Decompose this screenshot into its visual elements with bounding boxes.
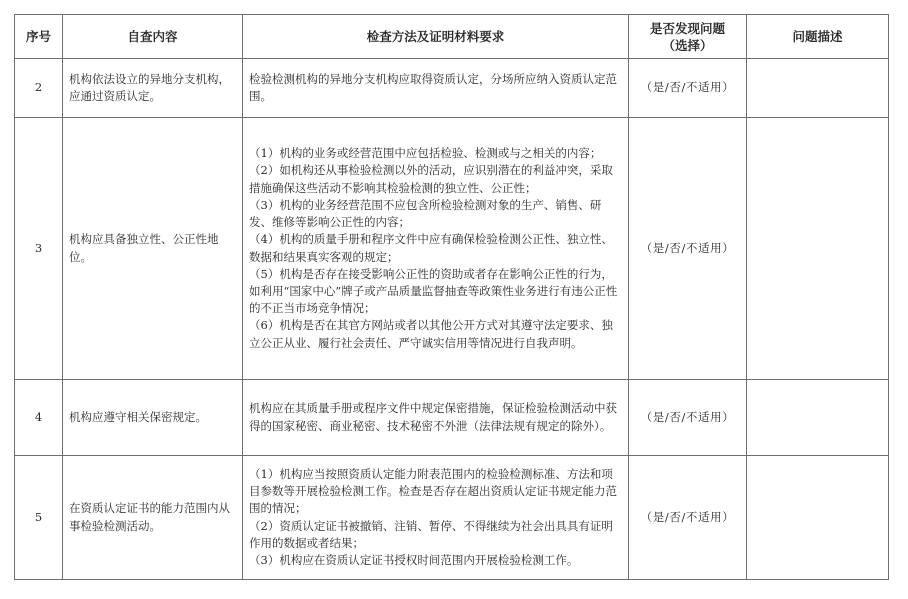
- row-number: 4: [15, 380, 63, 456]
- self-inspection-table-sheet: [14, 14, 888, 580]
- method-item: （5）机构是否存在接受影响公正性的资助或者存在影响公正性的行为，如利用“国家中心”牌子或产品质量监督抽查等政策性业务进行有违公正性的不正当市场竞争情况；: [249, 266, 618, 316]
- row-choice[interactable]: （是/否/不适用）: [629, 118, 747, 380]
- row-choice[interactable]: （是/否/不适用）: [629, 59, 747, 118]
- header-no: 序号: [15, 15, 63, 59]
- row-content: 在资质认定证书的能力范围内从事检验检测活动。: [63, 456, 243, 580]
- method-item: （6）机构是否在其官方网站或者以其他公开方式对其遵守法定要求、独立公正从业、履行社会责任、严守诚实信用等情况进行自我声明。: [249, 318, 613, 350]
- method-item: 检验检测机构的异地分支机构应取得资质认定，分场所应纳入资质认定范围。: [249, 71, 617, 103]
- header-found: [629, 15, 747, 59]
- row-content: 机构应具备独立性、公正性地位。: [63, 118, 243, 380]
- method-item: （1）机构的业务或经营范围中应包括检验、检测或与之相关的内容；: [249, 146, 602, 161]
- row-content: 机构应遵守相关保密规定。: [63, 380, 243, 456]
- table-header-row: [15, 15, 889, 59]
- row-method: [243, 59, 629, 118]
- row-description[interactable]: [747, 118, 889, 380]
- row-choice[interactable]: （是/否/不适用）: [629, 380, 747, 456]
- row-method: [243, 380, 629, 456]
- method-item: 机构应在其质量手册或程序文件中规定保密措施，保证检验检测活动中获得的国家秘密、商业秘密、技术秘密不外泄（法律法规有规定的除外）。: [249, 401, 617, 433]
- row-description[interactable]: [747, 59, 889, 118]
- table-row: [15, 380, 889, 456]
- self-inspection-table: [14, 14, 889, 580]
- row-method: [243, 456, 629, 580]
- method-item: （4）机构的质量手册和程序文件中应有确保检验检测公正性、独立性、数据和结果真实客观的规定；: [249, 232, 613, 264]
- header-method: 检查方法及证明材料要求: [243, 15, 629, 59]
- header-found-line1: 是否发现问题: [649, 20, 725, 36]
- table-row: [15, 118, 889, 380]
- row-method: [243, 118, 629, 380]
- header-content: 自查内容: [63, 15, 243, 59]
- header-desc: 问题描述: [747, 15, 889, 59]
- method-item: （3）机构应在资质认定证书授权时间范围内开展检验检测工作。: [249, 552, 579, 567]
- method-item: （1）机构应当按照资质认定能力附表范围内的检验检测标准、方法和项目参数等开展检验检测工作。检查是否存在超出资质认定证书规定能力范围的情况；: [249, 466, 617, 516]
- table-row: [15, 59, 889, 118]
- row-content: 机构依法设立的异地分支机构，应通过资质认定。: [63, 59, 243, 118]
- header-found-line2: （选择）: [662, 37, 713, 53]
- method-item: （2）资质认定证书被撤销、注销、暂停、不得继续为社会出具具有证明作用的数据或者结果；: [249, 518, 613, 550]
- row-choice[interactable]: （是/否/不适用）: [629, 456, 747, 580]
- row-description[interactable]: [747, 456, 889, 580]
- table-row: [15, 456, 889, 580]
- method-item: （2）如机构还从事检验检测以外的活动，应识别潜在的利益冲突，采取措施确保这些活动不影响其检验检测的独立性、公正性；: [249, 163, 613, 195]
- row-description[interactable]: [747, 380, 889, 456]
- method-item: （3）机构的业务经营范围不应包含所检验检测对象的生产、销售、研发、维修等影响公正性的内容；: [249, 197, 602, 230]
- row-number: 5: [15, 456, 63, 580]
- row-number: 2: [15, 59, 63, 118]
- row-number: 3: [15, 118, 63, 380]
